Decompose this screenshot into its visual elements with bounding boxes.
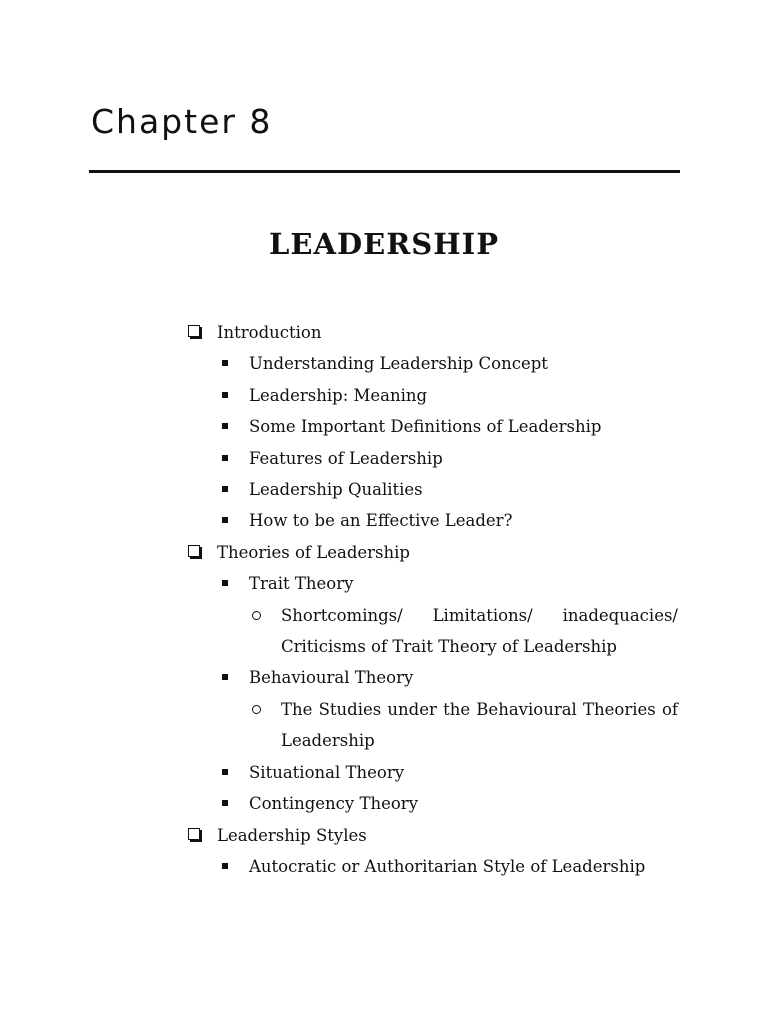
- square-bullet-icon: [222, 800, 228, 806]
- square-bullet-icon: [222, 455, 228, 461]
- table-of-contents: [186, 317, 678, 882]
- toc-item: [186, 537, 678, 568]
- toc-item: [186, 568, 678, 599]
- toc-item-text: Introduction: [217, 323, 322, 342]
- toc-item: [186, 443, 678, 474]
- toc-item-text: Shortcomings/ Limitations/ inadequacies/ Criticisms of Trait Theory of Leadership: [281, 605, 678, 657]
- circle-bullet-icon: [252, 705, 261, 714]
- toc-item-text: The Studies under the Behavioural Theories of Leadership: [281, 699, 678, 751]
- chapter-label: Chapter 8: [91, 102, 273, 141]
- toc-item-text: Leadership Styles: [217, 825, 367, 845]
- toc-item: [186, 788, 678, 819]
- toc-item: [186, 662, 678, 693]
- square-bullet-icon: [222, 863, 228, 869]
- toc-item: [186, 851, 678, 882]
- checkbox-square-icon: [188, 545, 200, 557]
- toc-item-text: Autocratic or Authoritarian Style of Leadership: [249, 856, 646, 876]
- toc-item-text: Theories of Leadership: [217, 542, 410, 562]
- toc-item: [186, 348, 678, 379]
- square-bullet-icon: [222, 423, 228, 429]
- toc-item: [186, 820, 678, 851]
- square-bullet-icon: [222, 486, 228, 492]
- toc-item: [186, 317, 678, 348]
- toc-item-text: Some Important Definitions of Leadership: [249, 417, 602, 437]
- toc-item-text: Contingency Theory: [249, 794, 419, 814]
- square-bullet-icon: [222, 360, 228, 366]
- circle-bullet-icon: [252, 611, 261, 620]
- toc-item-text: Trait Theory: [249, 574, 354, 594]
- chapter-title: LEADERSHIP: [268, 227, 500, 261]
- toc-item-text: How to be an Effective Leader?: [249, 511, 513, 531]
- toc-item-text: Behavioural Theory: [249, 668, 414, 688]
- toc-item-text: Features of Leadership: [249, 448, 443, 468]
- checkbox-square-icon: [188, 828, 200, 840]
- square-bullet-icon: [222, 392, 228, 398]
- square-bullet-icon: [222, 769, 228, 775]
- toc-item: [186, 505, 678, 536]
- toc-item: [186, 411, 678, 442]
- checkbox-square-icon: [188, 325, 200, 337]
- toc-item: [186, 474, 678, 505]
- toc-item: [186, 694, 678, 757]
- toc-item-text: Leadership Qualities: [249, 480, 423, 500]
- toc-item: [186, 380, 678, 411]
- toc-item-text: Leadership: Meaning: [249, 385, 428, 405]
- square-bullet-icon: [222, 580, 228, 586]
- toc-item: [186, 757, 678, 788]
- chapter-divider: [89, 170, 680, 173]
- toc-item: [186, 600, 678, 663]
- square-bullet-icon: [222, 517, 228, 523]
- toc-item-text: Situational Theory: [249, 762, 405, 782]
- toc-item-text: Understanding Leadership Concept: [249, 354, 548, 374]
- square-bullet-icon: [222, 674, 228, 680]
